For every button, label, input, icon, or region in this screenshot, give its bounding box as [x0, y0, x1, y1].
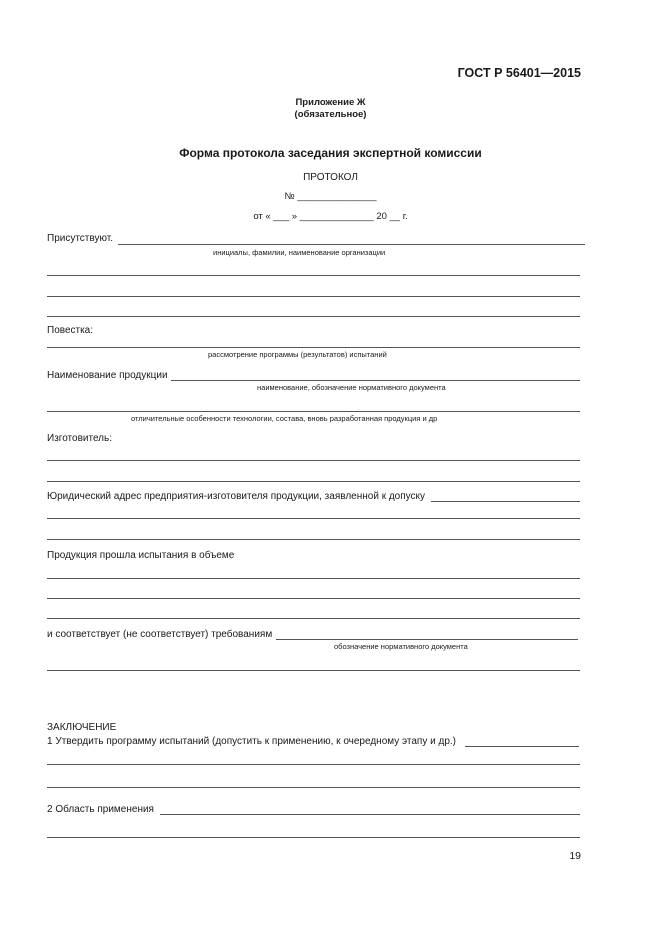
- page-number: 19: [569, 850, 581, 862]
- present-label: Присутствуют.: [47, 233, 114, 244]
- present-hint: инициалы, фамилии, наименование организации: [213, 248, 386, 257]
- compliance-line[interactable]: [276, 639, 578, 640]
- address-line-2[interactable]: [47, 518, 580, 519]
- address-line[interactable]: [431, 501, 580, 502]
- present-line[interactable]: [118, 244, 585, 245]
- present-line-4[interactable]: [47, 316, 580, 317]
- agenda-hint: рассмотрение программы (результатов) испытаний: [208, 350, 387, 359]
- conclusion-line-2[interactable]: [47, 764, 580, 765]
- agenda-label: Повестка:: [47, 325, 94, 336]
- present-line-3[interactable]: [47, 296, 580, 297]
- protocol-number: № _______________: [284, 191, 377, 202]
- appendix-title: Приложение Ж: [295, 97, 366, 108]
- appendix-status: (обязательное): [294, 109, 367, 120]
- product-line[interactable]: [171, 380, 580, 381]
- tested-label: Продукция прошла испытания в объеме: [47, 550, 235, 561]
- conclusion-item-1: 1 Утвердить программу испытаний (допустить к применению, к очередному этапу и др.): [47, 736, 456, 747]
- manufacturer-line-1[interactable]: [47, 460, 580, 461]
- protocol-heading: ПРОТОКОЛ: [303, 172, 358, 183]
- conclusion-line-5[interactable]: [47, 837, 580, 838]
- tested-line-1[interactable]: [47, 578, 580, 579]
- features-line[interactable]: [47, 411, 580, 412]
- address-line-3[interactable]: [47, 539, 580, 540]
- standard-designation: ГОСТ Р 56401—2015: [457, 66, 581, 80]
- conclusion-line-3[interactable]: [47, 787, 580, 788]
- manufacturer-label: Изготовитель:: [47, 433, 112, 444]
- protocol-date: от « ___ » ______________ 20 __ г.: [253, 211, 408, 222]
- form-title: Форма протокола заседания экспертной комиссии: [179, 146, 482, 160]
- compliance-label: и соответствует (не соответствует) требованиям: [47, 629, 273, 640]
- conclusion-heading: ЗАКЛЮЧЕНИЕ: [47, 722, 117, 733]
- tested-line-2[interactable]: [47, 598, 580, 599]
- conclusion-item-2-line[interactable]: [160, 814, 580, 815]
- compliance-line-2[interactable]: [47, 670, 580, 671]
- manufacturer-line-2[interactable]: [47, 481, 580, 482]
- conclusion-item-2: 2 Область применения: [47, 804, 154, 815]
- product-hint: наименование, обозначение нормативного документа: [257, 383, 446, 392]
- compliance-hint: обозначение нормативного документа: [334, 642, 468, 651]
- agenda-line[interactable]: [47, 347, 580, 348]
- product-label: Наименование продукции: [47, 370, 168, 381]
- tested-line-3[interactable]: [47, 618, 580, 619]
- features-hint: отличительные особенности технологии, состава, вновь разработанная продукция и др: [131, 414, 438, 423]
- address-label: Юридический адрес предприятия-изготовителя продукции, заявленной к допуску: [47, 491, 426, 502]
- present-line-2[interactable]: [47, 275, 580, 276]
- conclusion-item-1-line[interactable]: [465, 746, 579, 747]
